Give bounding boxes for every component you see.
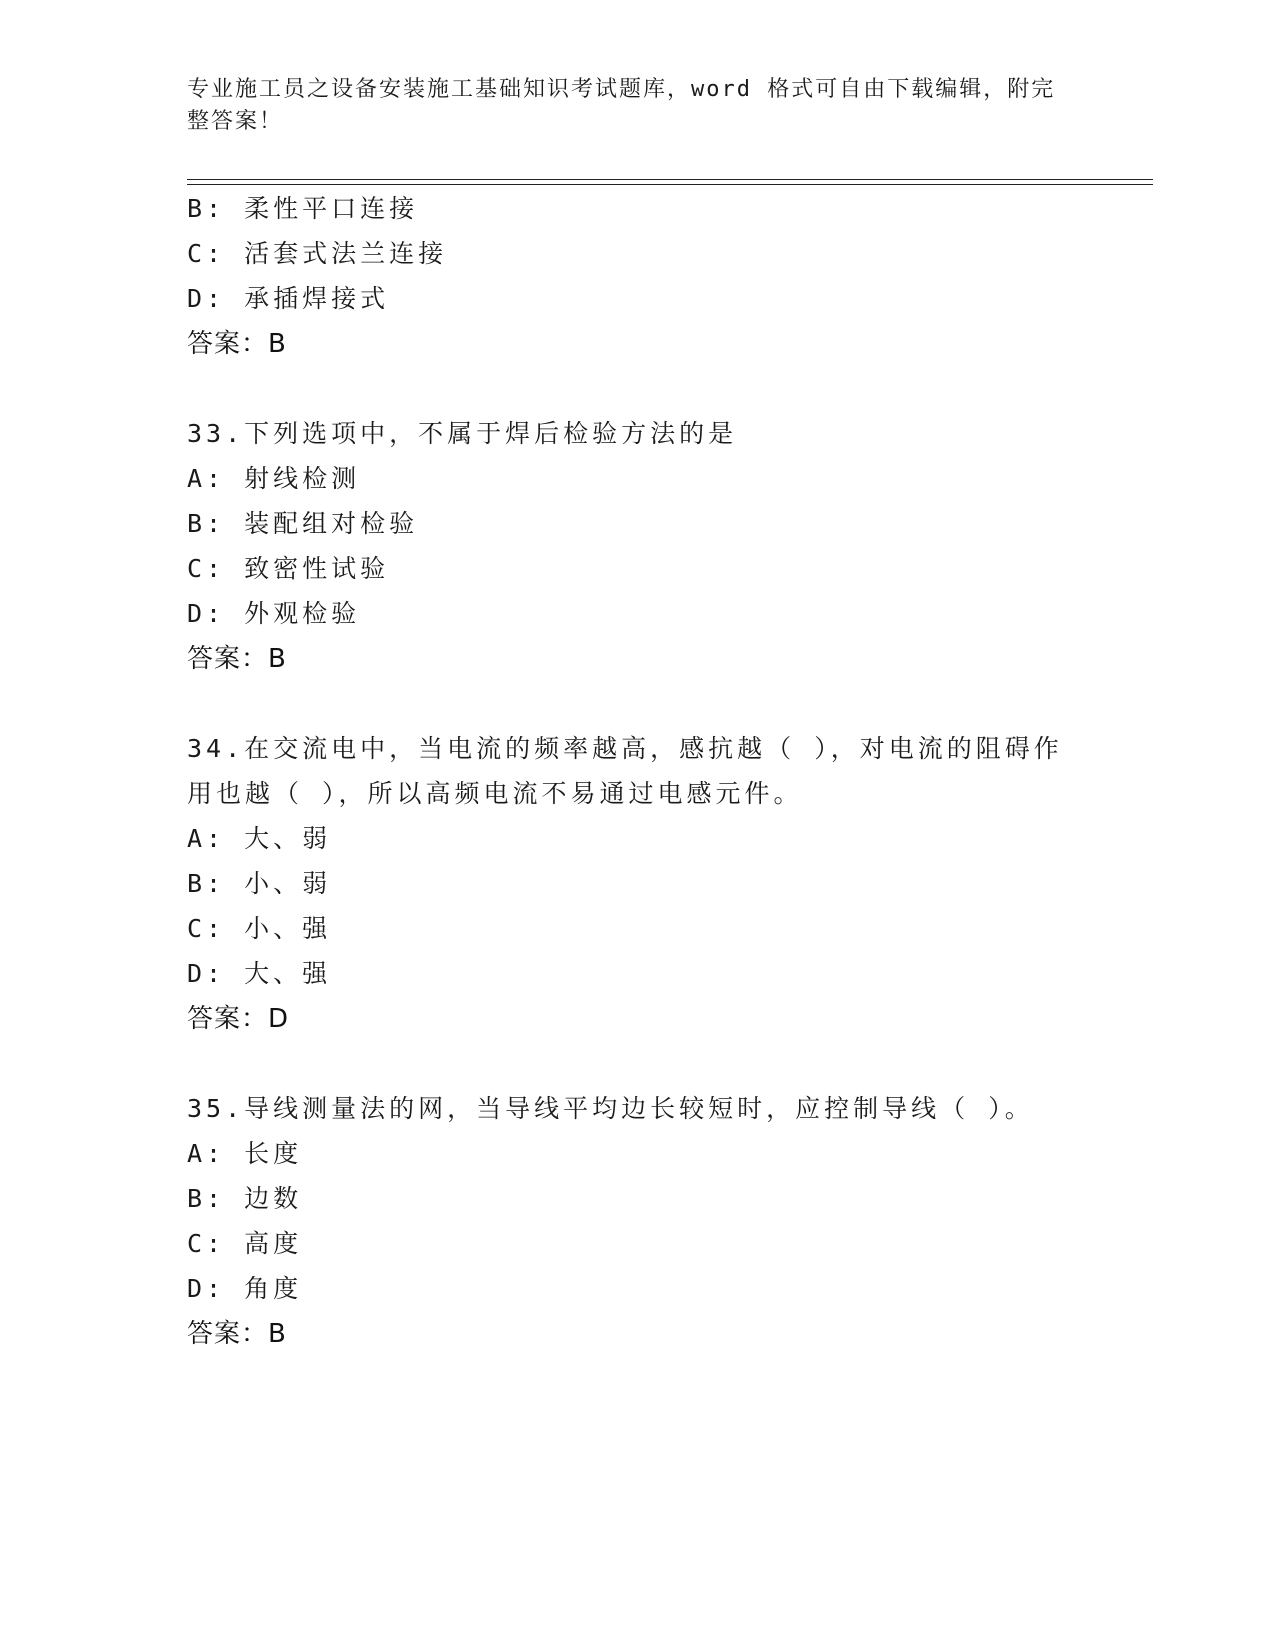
q34-option-b: B: 小、弱 <box>187 869 332 898</box>
document-header: 专业施工员之设备安装施工基础知识考试题库，word 格式可自由下载编辑，附完整答案！ <box>187 77 1056 134</box>
q33-answer: 答案：B <box>187 644 287 674</box>
prev-option-c: C: 活套式法兰连接 <box>187 239 448 268</box>
q35-option-b: B: 边数 <box>187 1184 303 1213</box>
q33-option-a: A: 射线检测 <box>187 464 361 493</box>
q33-option-b: B: 装配组对检验 <box>187 509 419 538</box>
q34-answer: 答案：D <box>187 1004 290 1034</box>
header-divider-top <box>187 179 1153 180</box>
q33-option-d: D: 外观检验 <box>187 599 361 628</box>
q34-stem-line2: 用也越（ ），所以高频电流不易通过电感元件。 <box>187 779 803 808</box>
q33-option-c: C: 致密性试验 <box>187 554 390 583</box>
q33-stem: 33.下列选项中，不属于焊后检验方法的是 <box>187 419 738 448</box>
prev-answer: 答案：B <box>187 329 287 359</box>
prev-option-b: B: 柔性平口连接 <box>187 194 419 223</box>
q35-answer: 答案：B <box>187 1319 287 1349</box>
q34-stem-line1: 34.在交流电中，当电流的频率越高，感抗越（ ），对电流的阻碍作 <box>187 734 1063 763</box>
header-divider-bottom <box>187 184 1153 185</box>
q34-option-d: D: 大、强 <box>187 959 332 988</box>
prev-option-d: D: 承插焊接式 <box>187 284 390 313</box>
q35-option-c: C: 高度 <box>187 1229 303 1258</box>
q35-option-a: A: 长度 <box>187 1139 303 1168</box>
q35-stem: 35.导线测量法的网，当导线平均边长较短时，应控制导线（ ）。 <box>187 1094 1034 1123</box>
q35-option-d: D: 角度 <box>187 1274 303 1303</box>
q34-option-c: C: 小、强 <box>187 914 332 943</box>
q34-option-a: A: 大、弱 <box>187 824 332 853</box>
